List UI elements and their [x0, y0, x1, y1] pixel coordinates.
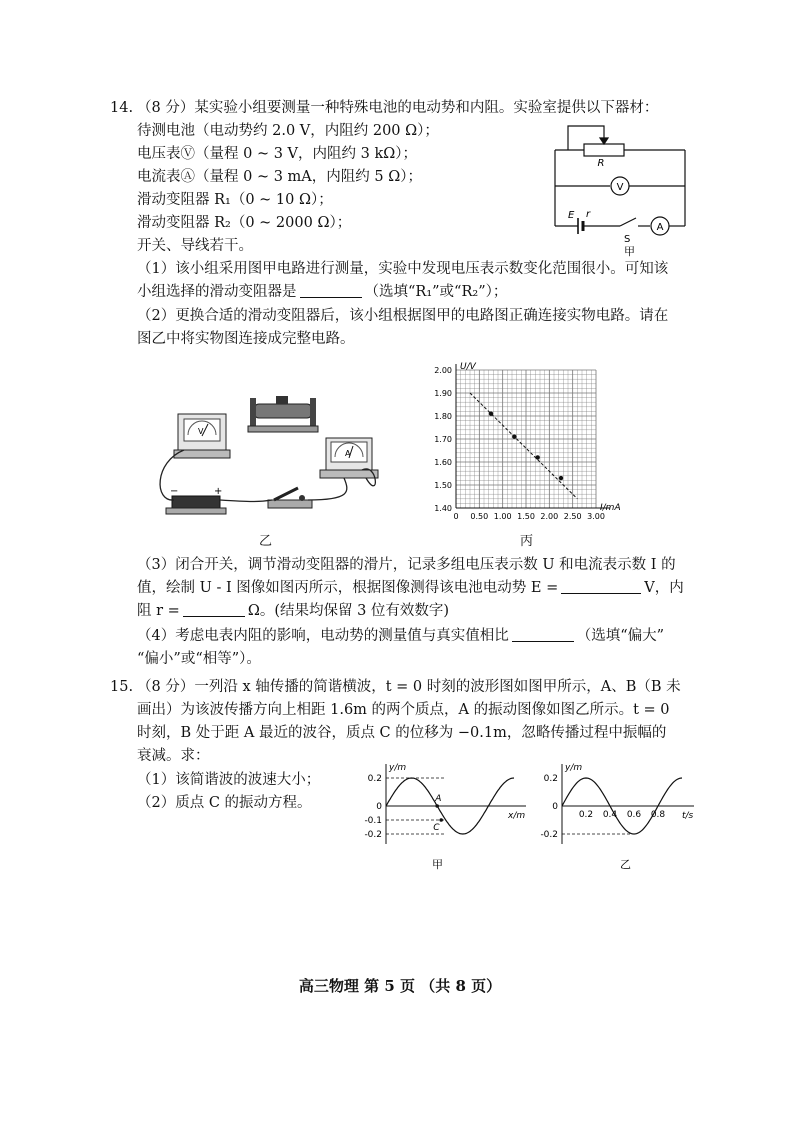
battery-minus-label: −	[170, 486, 179, 497]
q14-part1-line1: （1）该小组采用图甲电路进行测量，实验中发现电压表示数变化范围很小。可知该	[137, 261, 669, 277]
q14-part3-line1: （3）闭合开关，调节滑动变阻器的滑片，记录多组电压表示数 U 和电流表示数 I 的	[137, 557, 676, 573]
y-tick-label: 1.80	[434, 412, 452, 421]
point-c-marker	[439, 818, 443, 822]
q14-part1-line2	[137, 282, 507, 302]
q14-part4-text: （4）考虑电表内阻的影响，电动势的测量值与真实值相比	[137, 628, 509, 644]
circuit-rint-label: r	[586, 209, 591, 220]
x-axis-label: t/s	[682, 811, 694, 821]
y-axis-label: y/m	[565, 763, 583, 773]
meter-a-label: A	[345, 449, 351, 458]
wave-t-caption: 乙	[620, 858, 631, 871]
q14-intro: （8 分）某实验小组要测量一种特殊电池的电动势和内阻。实验室提供以下器材：	[137, 100, 659, 116]
q14-part4-choice: （选填“偏大”	[576, 628, 665, 644]
y-tick-label: 0	[552, 802, 558, 812]
q14-part3-emf-text: 值，绘制 U - I 图像如图丙所示，根据图像测得该电池电动势 E =	[137, 580, 559, 596]
q15-sub2: （2）质点 C 的振动方程。	[137, 795, 312, 811]
q14-part2-line1: （2）更换合适的滑动变阻器后，该小组根据图甲的电路图正确连接实物电路。请在	[137, 308, 669, 324]
x-tick-label: 1.50	[517, 512, 535, 521]
circuit-r-label: R	[597, 158, 605, 169]
answer-blank-emf[interactable]	[561, 579, 641, 594]
x-axis-label: I/mA	[600, 503, 621, 513]
wave-x-graph	[360, 760, 530, 872]
x-tick-label: 0.8	[650, 810, 666, 820]
y-axis-label: U/V	[460, 362, 476, 372]
q15-number: 15.	[110, 679, 134, 695]
y-tick-label: 0.2	[543, 774, 558, 784]
answer-blank-resistance[interactable]	[183, 602, 245, 617]
x-tick-label: 0.4	[602, 810, 618, 820]
ui-graph	[420, 360, 650, 532]
wave-x-caption: 甲	[432, 858, 443, 871]
q15-sub1: （1）该简谐波的波速大小；	[137, 772, 321, 788]
q14-part2-line2: 图乙中将实物图连接成完整电路。	[137, 331, 355, 347]
y-tick-label: 1.90	[434, 389, 452, 398]
q15-line1: （8 分）一列沿 x 轴传播的简谐横波，t = 0 时刻的波形图如图甲所示，A、B（B 未	[137, 679, 681, 695]
q15-line2: 画出）为该波传播方向上相距 1.6m 的两个质点，A 的振动图像如图乙所示。t = 0	[137, 702, 670, 718]
y-tick-label: -0.2	[540, 830, 558, 840]
circuit-caption: 甲	[624, 245, 635, 258]
data-point	[512, 435, 516, 439]
q14-part1-choice: （选填“R₁”或“R₂”）；	[364, 284, 508, 300]
data-point	[535, 455, 539, 459]
x-tick-label: 0	[453, 512, 459, 521]
voltmeter-device	[174, 414, 230, 458]
apparatus-illustration	[150, 392, 390, 524]
q14-item-5: 滑动变阻器 R₂（0 ~ 2000 Ω）；	[137, 215, 352, 231]
q14-part3-r-text: 阻 r =	[137, 603, 180, 619]
q14-item-4: 滑动变阻器 R₁（0 ~ 10 Ω）；	[137, 192, 333, 208]
answer-blank-rheostat[interactable]	[300, 283, 362, 298]
q14-part4-line2: “偏小”或“相等”）。	[137, 651, 261, 667]
circuit-e-label: E	[568, 210, 575, 221]
y-tick-label: 1.40	[434, 504, 452, 513]
circuit-s-label: S	[624, 234, 631, 245]
point-a-label: A	[435, 794, 442, 804]
y-tick-label: -0.1	[364, 816, 382, 826]
wave-t-graph	[540, 760, 700, 872]
battery-device	[166, 486, 226, 514]
circuit-a-label: A	[656, 222, 664, 233]
x-tick-label: 0.6	[626, 810, 642, 820]
x-tick-label: 3.00	[587, 512, 605, 521]
x-tick-label: 2.50	[563, 512, 582, 521]
q14-item-6: 开关、导线若干。	[137, 238, 253, 254]
ammeter-device	[320, 438, 378, 478]
y-tick-label: 2.00	[434, 366, 452, 375]
x-tick-label: 1.00	[493, 512, 512, 521]
q14-part3-line2	[137, 578, 684, 598]
q14-part3-r-unit: Ω。(结果均保留 3 位有效数字)	[247, 603, 450, 619]
point-c-label: C	[433, 823, 440, 833]
y-tick-label: 0.2	[367, 774, 382, 784]
q14-part4-line1	[137, 626, 664, 646]
y-tick-label: 1.50	[434, 481, 452, 490]
x-axis-label: x/m	[508, 811, 526, 821]
q15-line4: 衰减。求：	[137, 748, 210, 764]
x-tick-label: 2.00	[540, 512, 559, 521]
switch-device	[268, 488, 312, 508]
q14-part3-line3	[137, 601, 449, 621]
battery-plus-label: +	[214, 486, 223, 497]
x-tick-label: 0.50	[470, 512, 489, 521]
y-tick-label: 1.60	[434, 458, 452, 467]
data-point	[489, 412, 493, 416]
circuit-v-label: V	[616, 182, 624, 193]
q14-part3-emf-unit: V，内	[644, 580, 684, 596]
point-a-marker	[435, 804, 439, 808]
q15-line3: 时刻，B 处于距 A 最近的波谷，质点 C 的位移为 −0.1m，忽略传播过程中振幅的	[137, 725, 667, 741]
fit-line	[470, 393, 577, 499]
answer-blank-comparison[interactable]	[512, 627, 574, 642]
graph-caption: 丙	[520, 534, 534, 549]
meter-v-label: V	[198, 427, 204, 436]
data-point	[559, 476, 563, 480]
circuit-diagram	[540, 118, 700, 258]
page-footer: 高三物理 第 5 页 （共 8 页）	[298, 977, 502, 995]
y-axis-label: y/m	[389, 763, 407, 773]
rheostat-r-symbol	[584, 144, 624, 156]
x-tick-label: 0.2	[578, 810, 594, 820]
q14-item-1: 待测电池（电动势约 2.0 V，内阻约 200 Ω）；	[137, 123, 439, 139]
q14-item-3: 电流表Ⓐ（量程 0 ~ 3 mA，内阻约 5 Ω）；	[137, 169, 422, 185]
y-tick-label: 1.70	[434, 435, 452, 444]
q14-item-2: 电压表Ⓥ（量程 0 ~ 3 V，内阻约 3 kΩ）；	[137, 146, 418, 162]
q14-part1-text: 小组选择的滑动变阻器是	[137, 284, 297, 300]
q14-number: 14.	[110, 100, 134, 116]
rheostat-device	[248, 396, 318, 432]
y-tick-label: -0.2	[364, 830, 382, 840]
y-tick-label: 0	[376, 802, 382, 812]
photo-caption: 乙	[259, 534, 273, 549]
